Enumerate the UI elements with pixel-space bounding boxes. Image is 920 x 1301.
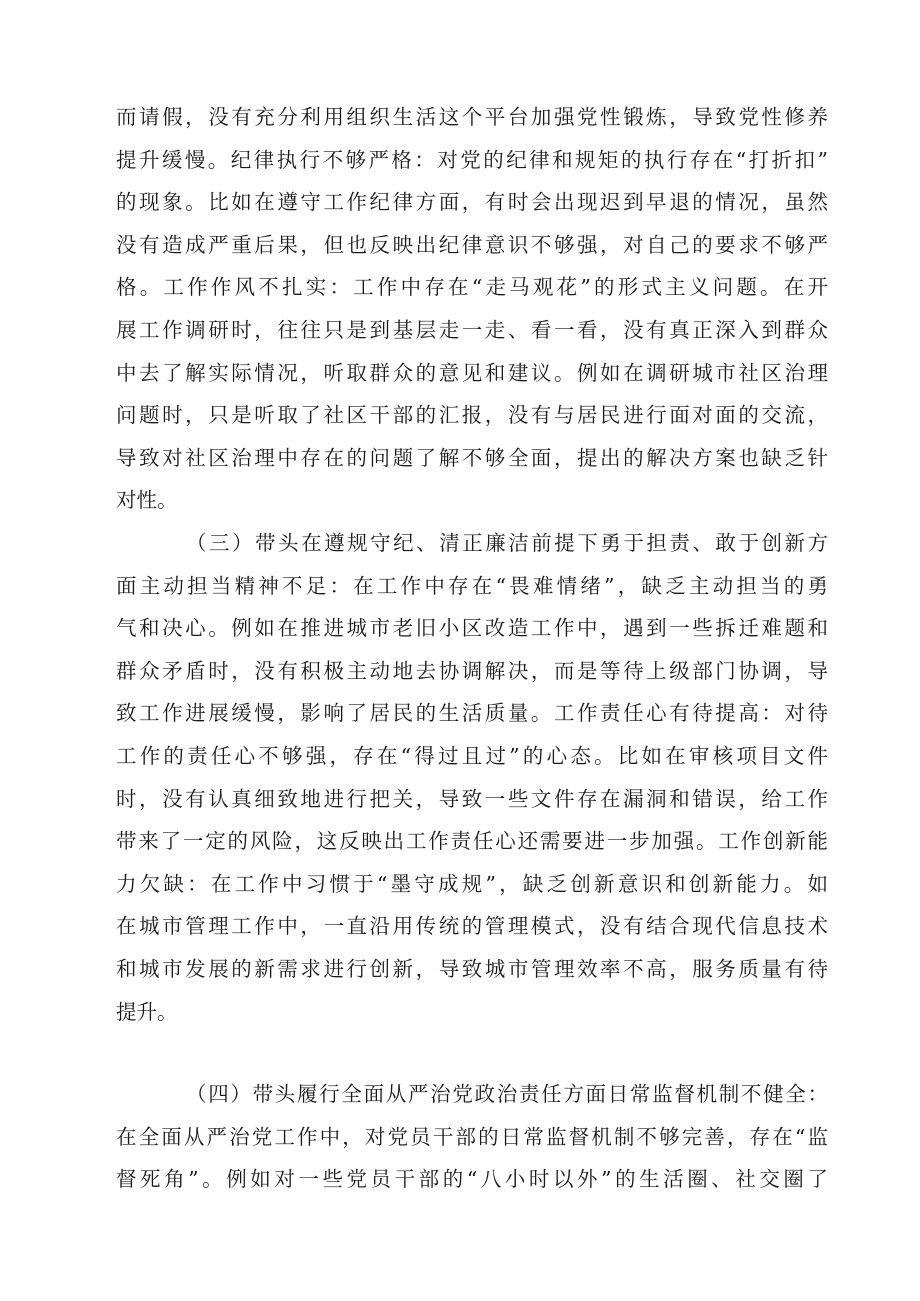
section-heading-line: （四）带头履行全面从严治党政治责任方面日常监督机制不健全：	[186, 1082, 828, 1106]
paragraph-line: 提升缓慢。纪律执行不够严格：对党的纪律和规矩的执行存在“打折扣”	[116, 147, 828, 172]
paragraph-line: 致工作进展缓慢，影响了居民的生活质量。工作责任心有待提高：对待	[116, 701, 828, 726]
paragraph-line: 没有造成严重后果，但也反映出纪律意识不够强，对自己的要求不够严	[116, 232, 828, 257]
paragraph-line: 气和决心。例如在推进城市老旧小区改造工作中，遇到一些拆迁难题和	[116, 616, 828, 641]
paragraph-line: 格。工作作风不扎实：工作中存在“走马观花”的形式主义问题。在开	[116, 275, 828, 300]
section-heading-line: （三）带头在遵规守纪、清正廉洁前提下勇于担责、敢于创新方	[186, 531, 828, 555]
paragraph-line: 工作的责任心不够强，存在“得过且过”的心态。比如在审核项目文件	[116, 743, 828, 768]
paragraph-line: 对性。	[116, 488, 178, 513]
paragraph-line: 带来了一定的风险，这反映出工作责任心还需要进一步加强。工作创新能	[116, 829, 828, 854]
paragraph-section-4	[116, 1073, 828, 1201]
paragraph-line: 问题时，只是听取了社区干部的汇报，没有与居民进行面对面的交流，	[116, 403, 828, 428]
paragraph-line: 时，没有认真细致地进行把关，导致一些文件存在漏洞和错误，给工作	[116, 786, 828, 811]
paragraph-line: 力欠缺：在工作中习惯于“墨守成规”，缺乏创新意识和创新能力。如	[116, 871, 828, 896]
paragraph-line: 面主动担当精神不足：在工作中存在“畏难情绪”，缺乏主动担当的勇	[116, 573, 828, 598]
paragraph-line: 的现象。比如在遵守工作纪律方面，有时会出现迟到早退的情况，虽然	[116, 190, 828, 215]
paragraph-line: 导致对社区治理中存在的问题了解不够全面，提出的解决方案也缺乏针	[116, 445, 828, 470]
paragraph-line: 群众矛盾时，没有积极主动地去协调解决，而是等待上级部门协调，导	[116, 658, 828, 683]
paragraph-section-3	[116, 522, 828, 1033]
paragraph-line: 提升。	[116, 999, 178, 1024]
paragraph-line: 和城市发展的新需求进行创新，导致城市管理效率不高，服务质量有待	[116, 956, 828, 981]
paragraph-line: 而请假，没有充分利用组织生活这个平台加强党性锻炼，导致党性修养	[116, 105, 828, 129]
paragraph-line: 展工作调研时，往往只是到基层走一走、看一看，没有真正深入到群众	[116, 317, 828, 342]
paragraph-line: 在城市管理工作中，一直沿用传统的管理模式，没有结合现代信息技术	[116, 914, 828, 939]
paragraph-line: 督死角”。例如对一些党员干部的“八小时以外”的生活圈、社交圈了	[116, 1167, 828, 1192]
paragraph-continuation	[116, 96, 828, 522]
paragraph-line: 在全面从严治党工作中，对党员干部的日常监督机制不够完善，存在“监	[116, 1124, 828, 1149]
paragraph-line: 中去了解实际情况，听取群众的意见和建议。例如在调研城市社区治理	[116, 360, 828, 385]
